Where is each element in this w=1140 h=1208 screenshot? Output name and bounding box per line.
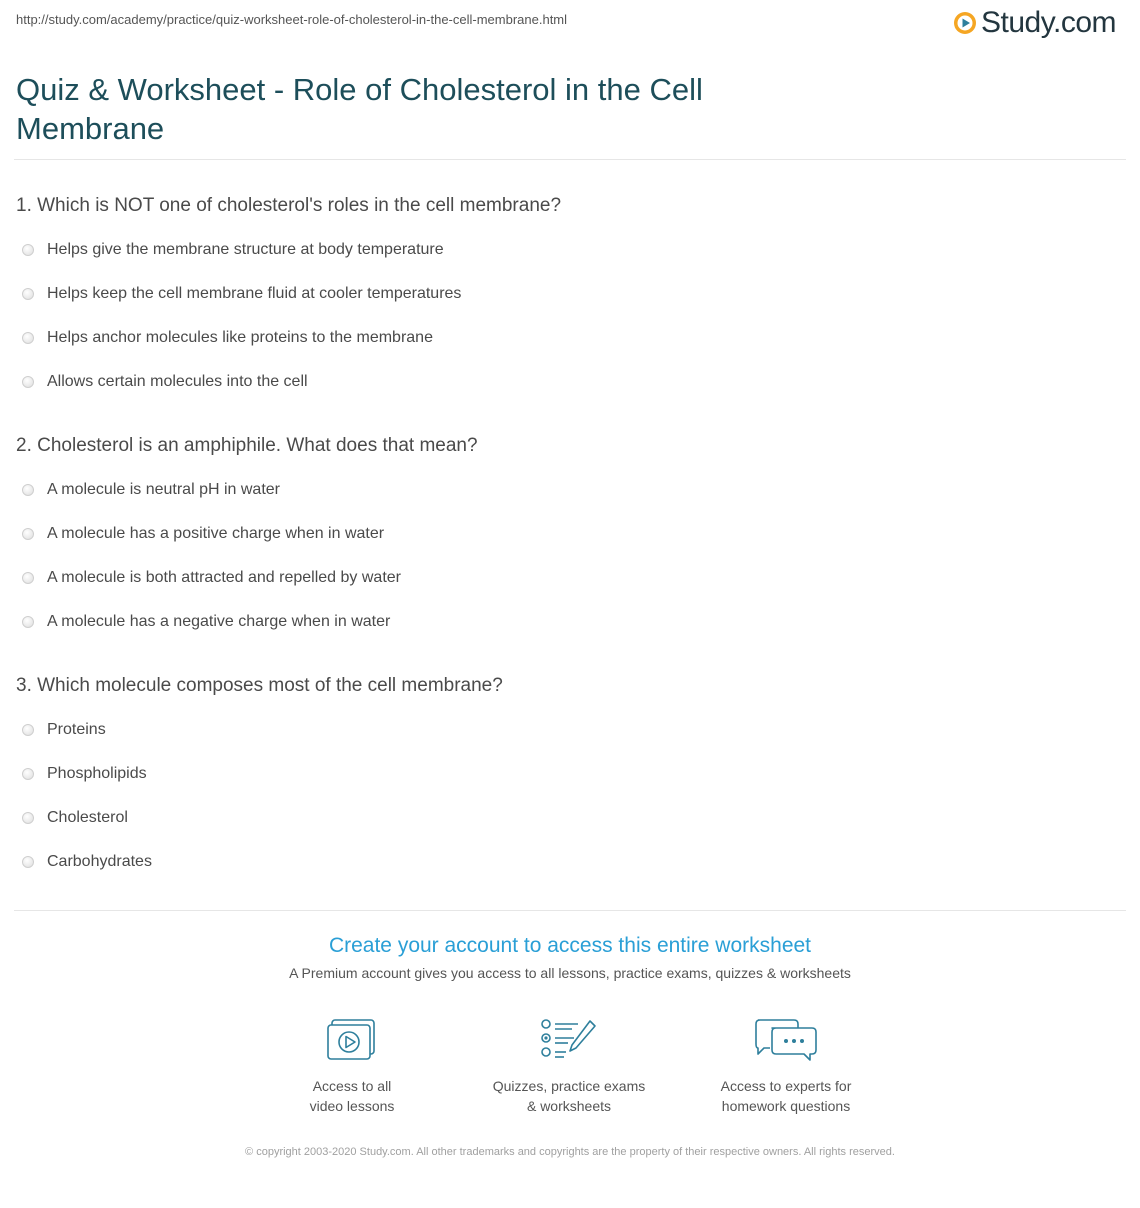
feature-video-lessons — [252, 1018, 452, 1116]
answer-option[interactable] — [0, 765, 152, 809]
radio-button[interactable] — [22, 572, 34, 584]
answer-option[interactable] — [0, 613, 401, 657]
answer-option[interactable] — [0, 481, 401, 525]
answer-label: A molecule is neutral pH in water — [47, 481, 280, 498]
chat-bubbles-icon — [754, 1018, 818, 1062]
radio-button[interactable] — [22, 484, 34, 496]
answer-label: Carbohydrates — [47, 853, 152, 870]
page-url: http://study.com/academy/practice/quiz-worksheet-role-of-cholesterol-in-the-cell-membrane.html — [16, 12, 568, 27]
feature-label: Access to all video lessons — [309, 1078, 395, 1114]
answer-option[interactable] — [0, 241, 461, 285]
radio-button[interactable] — [22, 332, 34, 344]
radio-button[interactable] — [22, 856, 34, 868]
radio-button[interactable] — [22, 244, 34, 256]
cta-subheading: A Premium account gives you access to all lessons, practice exams, quizzes & worksheets — [289, 965, 851, 981]
logo-play-icon — [953, 11, 977, 35]
feature-label: Access to experts for homework questions — [720, 1078, 852, 1114]
radio-button[interactable] — [22, 288, 34, 300]
page-title: Quiz & Worksheet - Role of Cholesterol in the Cell Membrane — [16, 72, 703, 146]
question-1-options — [0, 241, 461, 417]
create-account-link[interactable]: Create your account to access this entire worksheet — [328, 934, 812, 957]
answer-option[interactable] — [0, 853, 152, 897]
answer-option[interactable] — [0, 373, 461, 417]
logo-text: Study.com — [981, 6, 1116, 39]
question-1: 1. Which is NOT one of cholesterol's roles in the cell membrane? — [16, 195, 562, 216]
radio-button[interactable] — [22, 528, 34, 540]
radio-button[interactable] — [22, 376, 34, 388]
answer-option[interactable] — [0, 525, 401, 569]
footer — [0, 1144, 1140, 1161]
answer-option[interactable] — [0, 721, 152, 765]
answer-option[interactable] — [0, 285, 461, 329]
radio-button[interactable] — [22, 616, 34, 628]
answer-label: Allows certain molecules into the cell — [47, 373, 308, 390]
answer-label: Helps anchor molecules like proteins to the membrane — [47, 329, 433, 346]
divider — [14, 159, 1126, 160]
answer-option[interactable] — [0, 569, 401, 613]
answer-label: Helps give the membrane structure at body temperature — [47, 241, 444, 258]
answer-label: A molecule has a positive charge when in water — [47, 525, 385, 542]
radio-button[interactable] — [22, 768, 34, 780]
feature-quizzes — [469, 1018, 669, 1116]
answer-label: A molecule has a negative charge when in water — [47, 613, 391, 630]
answer-label: Phospholipids — [47, 765, 147, 782]
question-3: 3. Which molecule composes most of the cell membrane? — [16, 675, 503, 696]
question-3-options — [0, 721, 152, 897]
answer-label: Cholesterol — [47, 809, 128, 826]
answer-option[interactable] — [0, 329, 461, 373]
answer-label: A molecule is both attracted and repelled by water — [47, 569, 401, 586]
answer-label: Helps keep the cell membrane fluid at cooler temperatures — [47, 285, 462, 302]
copyright-text: © copyright 2003-2020 Study.com. All other trademarks and copyrights are the property of their respective owners. All rights reserved. — [245, 1146, 895, 1158]
video-lessons-icon — [326, 1018, 378, 1062]
divider — [14, 910, 1126, 911]
feature-label: Quizzes, practice exams & worksheets — [492, 1078, 646, 1114]
answer-label: Proteins — [47, 721, 106, 738]
feature-experts — [686, 1018, 886, 1116]
radio-button[interactable] — [22, 812, 34, 824]
quiz-checklist-icon — [540, 1018, 598, 1062]
question-2: 2. Cholesterol is an amphiphile. What does that mean? — [16, 435, 478, 456]
answer-option[interactable] — [0, 809, 152, 853]
radio-button[interactable] — [22, 724, 34, 736]
study-logo[interactable] — [953, 6, 1116, 40]
question-2-options — [0, 481, 401, 657]
